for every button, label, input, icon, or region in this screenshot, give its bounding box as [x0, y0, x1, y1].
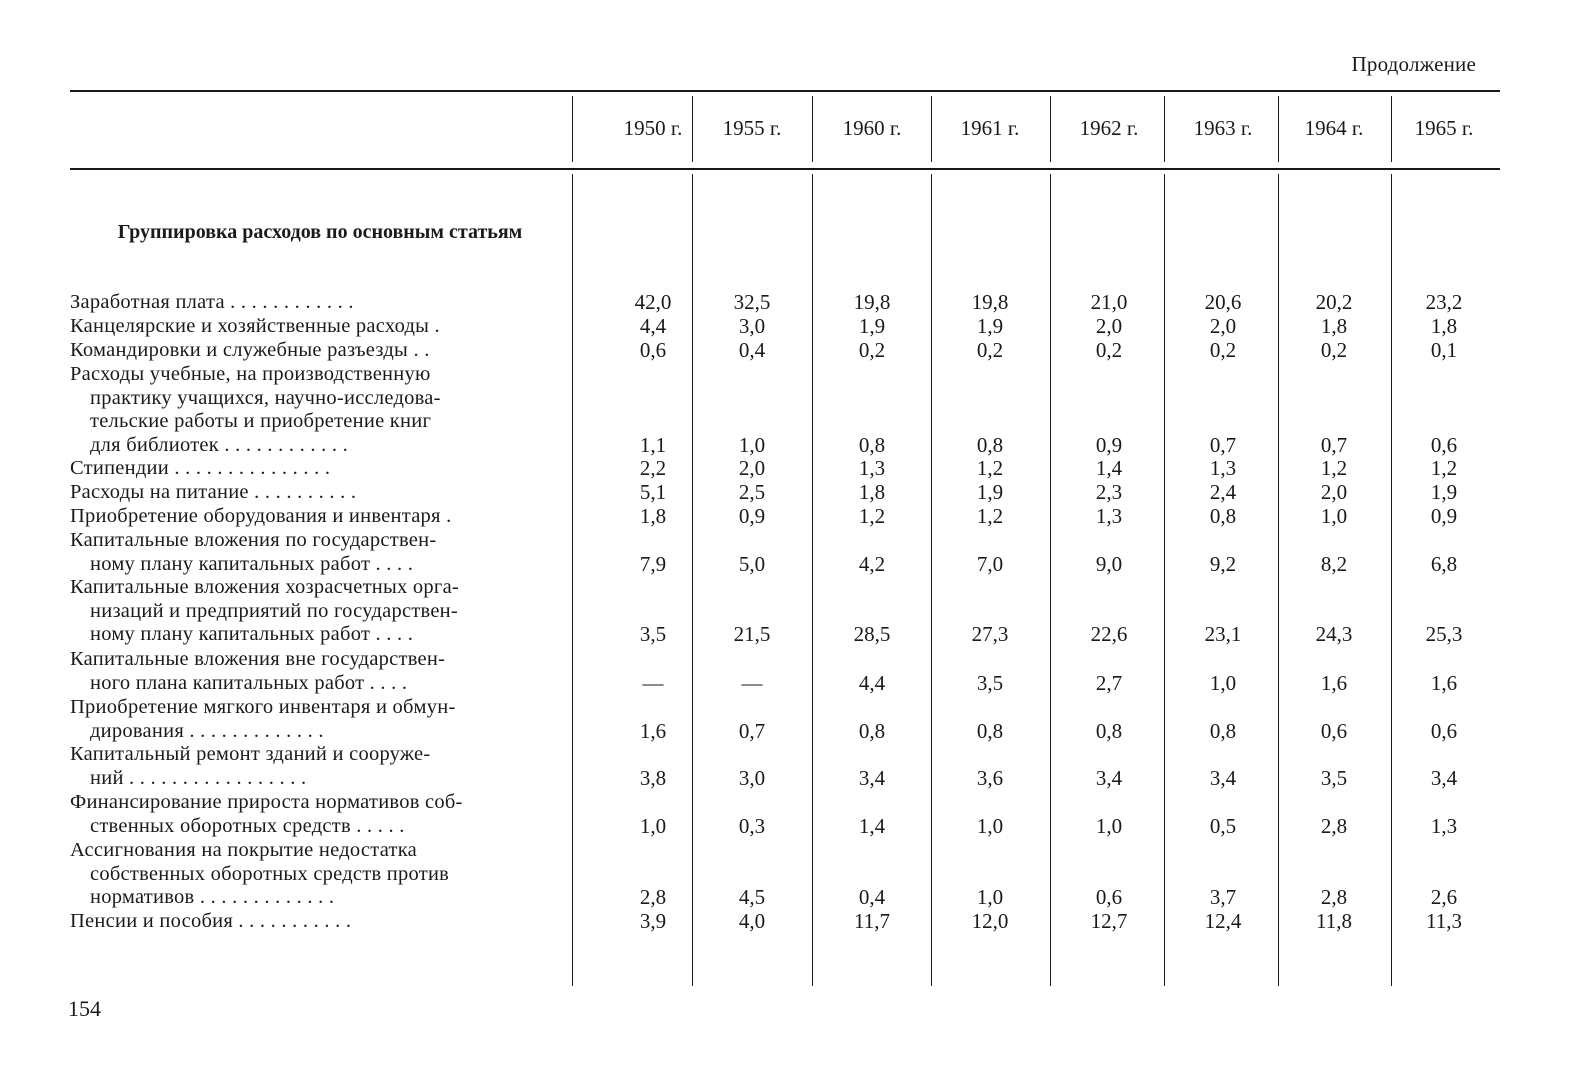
table-cell: 24,3 [1315, 622, 1353, 647]
table-cell: 0,7 [1320, 432, 1348, 457]
table-cell: 0,2 [1209, 338, 1237, 362]
table-cell: 1,4 [858, 813, 886, 838]
row-label-line: дирования . . . . . . . . . . . . . [90, 719, 324, 742]
row-label-line: Стипендии . . . . . . . . . . . . . . . [70, 457, 331, 479]
row-label [70, 696, 562, 743]
column-header-year: 1962 г. [1079, 116, 1139, 140]
table-cell: 3,0 [738, 314, 766, 338]
table-cell: 0,6 [1095, 885, 1123, 910]
table-cell: 4,2 [858, 551, 886, 576]
table-cell: 27,3 [971, 622, 1009, 647]
table-cell: 2,7 [1095, 670, 1123, 695]
table-cell: 0,6 [1430, 718, 1458, 743]
table-cell: 1,0 [976, 885, 1004, 910]
row-label-line: Финансирование прироста нормативов соб- [70, 791, 463, 813]
table-cell: 21,5 [733, 622, 771, 647]
row-label-line: Капитальные вложения вне государствен- [70, 648, 446, 670]
row-label-line: ного плана капитальных работ . . . . [90, 671, 408, 694]
table-cell: 0,4 [738, 338, 766, 362]
table-cell: 2,8 [639, 885, 667, 910]
row-label-line: Заработная плата . . . . . . . . . . . . [70, 291, 354, 313]
row-label-line: Капитальные вложения хозрасчетных орга- [70, 576, 459, 598]
header-column-divider [572, 96, 573, 162]
row-label [70, 481, 562, 505]
continuation-note: Продолжение [1351, 52, 1476, 76]
table-cell: 0,9 [1095, 432, 1123, 457]
table-cell: 0,8 [976, 432, 1004, 457]
table-cell: 9,0 [1095, 551, 1123, 576]
table-cell: 0,2 [976, 338, 1004, 362]
table-cell: 3,9 [639, 909, 667, 933]
row-label-line: Канцелярские и хозяйственные расходы . [70, 315, 440, 337]
table-cell: 0,7 [1209, 432, 1237, 457]
table-cell: 0,7 [738, 718, 766, 743]
page-number: 154 [68, 996, 101, 1021]
row-label-line: практику учащихся, научно-исследова- [90, 386, 441, 409]
table-cell: 0,1 [1430, 338, 1458, 362]
row-label-line: Расходы на питание . . . . . . . . . . [70, 481, 357, 503]
row-label [70, 839, 562, 910]
table-cell: 1,0 [1209, 670, 1237, 695]
table-cell: 4,0 [738, 909, 766, 933]
row-label-line: ному плану капитальных работ . . . . [90, 552, 414, 575]
table-cell: 3,0 [738, 765, 766, 790]
row-label-line: Капитальный ремонт зданий и сооруже- [70, 743, 431, 765]
table-cell: 3,5 [639, 622, 667, 647]
row-label [70, 576, 562, 647]
row-label [70, 791, 562, 838]
header-column-divider [1391, 96, 1392, 162]
row-label [70, 291, 562, 315]
table-cell: 2,2 [639, 456, 667, 480]
table-cell: 1,2 [1320, 456, 1348, 480]
section-heading: Группировка расходов по основным статьям [117, 221, 523, 243]
table-cell: 0,8 [1209, 718, 1237, 743]
table-cell: 2,5 [738, 480, 766, 504]
row-label-line: ному плану капитальных работ . . . . [90, 623, 414, 646]
row-label-line: Приобретение мягкого инвентаря и обмун- [70, 696, 456, 718]
table-cell: — [741, 670, 763, 695]
table-cell: 7,0 [976, 551, 1004, 576]
header-column-divider [812, 96, 813, 162]
table-cell: 0,4 [858, 885, 886, 910]
table-cell: 0,6 [639, 338, 667, 362]
table-cell: 1,9 [976, 314, 1004, 338]
table-cell: 1,9 [976, 480, 1004, 504]
table-cell: 9,2 [1209, 551, 1237, 576]
table-cell: 12,7 [1090, 909, 1128, 933]
row-label [70, 363, 562, 457]
body-column-divider [931, 174, 932, 986]
table-cell: 1,1 [639, 432, 667, 457]
table-cell: 3,5 [976, 670, 1004, 695]
body-column-divider [1278, 174, 1279, 986]
table-cell: 2,6 [1430, 885, 1458, 910]
table-cell: 19,8 [971, 290, 1009, 314]
table-cell: 12,4 [1204, 909, 1242, 933]
table-cell: 4,4 [639, 314, 667, 338]
table-cell: 42,0 [634, 290, 672, 314]
table-cell: 2,0 [738, 456, 766, 480]
table-cell: 2,3 [1095, 480, 1123, 504]
table-cell: 2,4 [1209, 480, 1237, 504]
table-cell: 0,8 [976, 718, 1004, 743]
table-cell: 0,8 [858, 432, 886, 457]
table-cell: 8,2 [1320, 551, 1348, 576]
table-cell: 12,0 [971, 909, 1009, 933]
header-column-divider [1050, 96, 1051, 162]
table-cell: 1,2 [1430, 456, 1458, 480]
table-cell: 5,0 [738, 551, 766, 576]
table-cell: 25,3 [1425, 622, 1463, 647]
table-cell: 19,8 [853, 290, 891, 314]
table-cell: 0,3 [738, 813, 766, 838]
column-header-year: 1950 г. [623, 116, 683, 140]
row-label-line: собственных оборотных средств против [90, 862, 450, 885]
table-cell: 1,3 [1430, 813, 1458, 838]
table-cell: 20,2 [1315, 290, 1353, 314]
column-header-year: 1964 г. [1304, 116, 1364, 140]
row-label [70, 505, 562, 529]
row-label-line: Ассигнования на покрытие недостатка [70, 839, 417, 861]
row-label-line: тельские работы и приобретение книг [90, 410, 432, 433]
table-cell: 3,4 [1430, 765, 1458, 790]
table-cell: 21,0 [1090, 290, 1128, 314]
table-cell: 1,8 [1430, 314, 1458, 338]
table-cell: 0,9 [738, 504, 766, 528]
row-label-line: Капитальные вложения по государствен- [70, 529, 437, 551]
column-header-year: 1965 г. [1414, 116, 1474, 140]
row-label [70, 315, 562, 339]
column-header-year: 1960 г. [842, 116, 902, 140]
table-cell: 1,2 [976, 504, 1004, 528]
column-header-year: 1963 г. [1193, 116, 1253, 140]
table-cell: 4,4 [858, 670, 886, 695]
table-cell: 2,0 [1209, 314, 1237, 338]
row-label [70, 648, 562, 695]
row-label [70, 339, 562, 363]
table-cell: 6,8 [1430, 551, 1458, 576]
table-cell: 23,2 [1425, 290, 1463, 314]
row-label [70, 743, 562, 790]
table-cell: 0,2 [1095, 338, 1123, 362]
table-cell: 3,4 [1209, 765, 1237, 790]
column-header-year: 1961 г. [960, 116, 1020, 140]
row-label-line: Командировки и служебные разъезды . . [70, 339, 430, 361]
row-label-line: Приобретение оборудования и инвентаря . [70, 505, 452, 527]
table-cell: 1,6 [1320, 670, 1348, 695]
table-cell: 20,6 [1204, 290, 1242, 314]
header-column-divider [1278, 96, 1279, 162]
table-cell: 1,0 [976, 813, 1004, 838]
table-cell: 11,3 [1426, 909, 1462, 933]
table-cell: 0,8 [1209, 504, 1237, 528]
table-cell: 0,2 [858, 338, 886, 362]
table-cell: 1,8 [858, 480, 886, 504]
table-cell: 2,8 [1320, 885, 1348, 910]
table-cell: 1,0 [1320, 504, 1348, 528]
table-cell: 0,6 [1430, 432, 1458, 457]
table-cell: 5,1 [639, 480, 667, 504]
table-cell: 4,5 [738, 885, 766, 910]
header-column-divider [1164, 96, 1165, 162]
table-cell: 3,7 [1209, 885, 1237, 910]
table-cell: 2,0 [1095, 314, 1123, 338]
table-cell: 0,2 [1320, 338, 1348, 362]
table-cell: 1,2 [858, 504, 886, 528]
table-cell: 1,4 [1095, 456, 1123, 480]
table-cell: 1,3 [1209, 456, 1237, 480]
table-cell: 1,8 [1320, 314, 1348, 338]
table-cell: 3,5 [1320, 765, 1348, 790]
table-cell: 2,0 [1320, 480, 1348, 504]
body-column-divider [1164, 174, 1165, 986]
table-cell: — [642, 670, 664, 695]
table-cell: 1,0 [639, 813, 667, 838]
table-cell: 1,3 [1095, 504, 1123, 528]
table-cell: 1,6 [1430, 670, 1458, 695]
row-label [70, 529, 562, 576]
row-label-line: Пенсии и пособия . . . . . . . . . . . [70, 910, 352, 932]
table-cell: 11,8 [1316, 909, 1352, 933]
table-cell: 1,9 [1430, 480, 1458, 504]
table-cell: 1,9 [858, 314, 886, 338]
row-label-line: низаций и предприятий по государствен- [90, 599, 458, 622]
table-cell: 3,8 [639, 765, 667, 790]
body-column-divider [812, 174, 813, 986]
table-cell: 0,8 [858, 718, 886, 743]
table-cell: 1,0 [1095, 813, 1123, 838]
table-cell: 1,2 [976, 456, 1004, 480]
table-cell: 23,1 [1204, 622, 1242, 647]
header-column-divider [931, 96, 932, 162]
table-cell: 32,5 [733, 290, 771, 314]
table-cell: 1,6 [639, 718, 667, 743]
row-label-line: Расходы учебные, на производственную [70, 363, 431, 385]
body-column-divider [692, 174, 693, 986]
table-cell: 1,0 [738, 432, 766, 457]
table-header-rule [70, 168, 1500, 170]
table-cell: 0,5 [1209, 813, 1237, 838]
table-cell: 2,8 [1320, 813, 1348, 838]
table-top-rule [70, 90, 1500, 92]
table-cell: 1,8 [639, 504, 667, 528]
table-cell: 3,4 [858, 765, 886, 790]
table-cell: 0,9 [1430, 504, 1458, 528]
table-cell: 0,8 [1095, 718, 1123, 743]
row-label-line: нормативов . . . . . . . . . . . . . [90, 886, 335, 909]
body-column-divider [1050, 174, 1051, 986]
table-cell: 3,4 [1095, 765, 1123, 790]
row-label-line: ственных оборотных средств . . . . . [90, 814, 405, 837]
table-cell: 22,6 [1090, 622, 1128, 647]
row-label-line: для библиотек . . . . . . . . . . . . [90, 433, 348, 456]
column-header-year: 1955 г. [722, 116, 782, 140]
table-cell: 1,3 [858, 456, 886, 480]
row-label-line: ний . . . . . . . . . . . . . . . . . [90, 766, 307, 789]
table-cell: 11,7 [854, 909, 890, 933]
body-column-divider [1391, 174, 1392, 986]
row-label [70, 457, 562, 481]
table-cell: 0,6 [1320, 718, 1348, 743]
body-column-divider [572, 174, 573, 986]
table-cell: 3,6 [976, 765, 1004, 790]
table-cell: 7,9 [639, 551, 667, 576]
row-label [70, 910, 562, 934]
table-cell: 28,5 [853, 622, 891, 647]
